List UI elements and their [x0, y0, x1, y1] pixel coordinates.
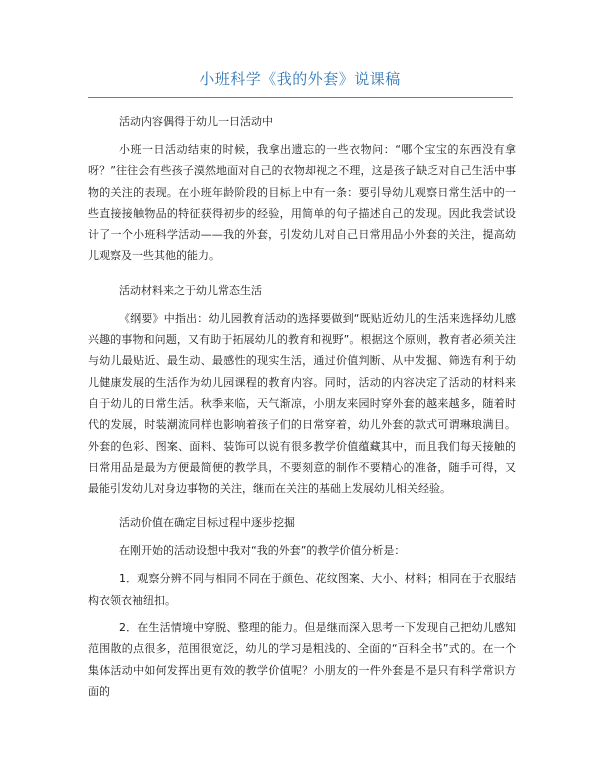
section-paragraph-materials: 《纲要》中指出：幼儿园教育活动的选择要做到“既贴近幼儿的生活来选择幼儿感兴趣的事物和问题，又有助于拓展幼儿的教育和视野”。根据这个原则，教育者必须关注与幼儿最贴近、最生动、最感性的现实生活，通过价值判断、从中发掘、筛选有利于幼儿健康发展的生活作为幼儿园课程的教育内容。同时，活动的内容决定了活动的材料来自于幼儿的日常生活。秋季来临，天气渐凉，小朋友来园时穿外套的越来越多，随着时代的发展，时装潮流同样也影响着孩子们的日常穿着，幼儿外套的款式可谓琳琅满目。外套的色彩、图案、面料、装饰可以说有很多教学价值蕴藏其中，而且我们每天接触的日常用品是最为方便最简便的教学具，不要刻意的制作不要精心的准备，随手可得，又最能引发幼儿对身边事物的关注，继而在关注的基础上发展幼儿相关经验。	[88, 311, 516, 496]
section-heading-content-source: 活动内容偶得于幼儿一日活动中	[119, 115, 273, 128]
document-title: 小班科学《我的外套》说课稿	[199, 70, 401, 88]
section-heading-value: 活动价值在确定目标过程中逐步挖掘	[119, 516, 295, 530]
section-paragraph-content-source: 小班一日活动结束的时候，我拿出遗忘的一些衣物问：“哪个宝宝的东西没有拿呀？”往往会有些孩子漠然地面对自己的衣物却视之不理，这是孩子缺乏对自己生活中事物的关注的表现。在小班年龄阶段的目标上中有一条：要引导幼儿观察日常生活中的一些直接接触物品的特征获得初步的经验，用简单的句子描述自己的发现。因此我尝试设计了一个小班科学活动——我的外套，引发幼儿对自己日常用品小外套的关注，提高幼儿观察及一些其他的能力。	[88, 143, 516, 263]
list-item-2: 2．在生活情境中穿脱、整理的能力。但是继而深入思考一下发现自己把幼儿感知范围散的点很多，范围很宽泛，幼儿的学习是粗浅的、全面的“百科全书”式的。在一个集体活动中如何发挥出更有效的教学价值呢？小朋友的一件外套是不是只有科学常识方面的	[88, 621, 516, 698]
section-spacer	[88, 505, 516, 512]
document-body	[88, 111, 516, 708]
section-heading-materials: 活动材料来之于幼儿常态生活	[119, 283, 262, 297]
title-divider	[88, 97, 513, 98]
section-lead-value: 在刚开始的活动设想中我对“我的外套”的教学价值分析是：	[119, 544, 406, 558]
section-spacer	[88, 273, 516, 280]
list-item-1: 1．观察分辨不同与相同不同在于颜色、花纹图案、大小、材料；相同在于衣服结构衣领衣袖纽扣。	[88, 572, 516, 607]
